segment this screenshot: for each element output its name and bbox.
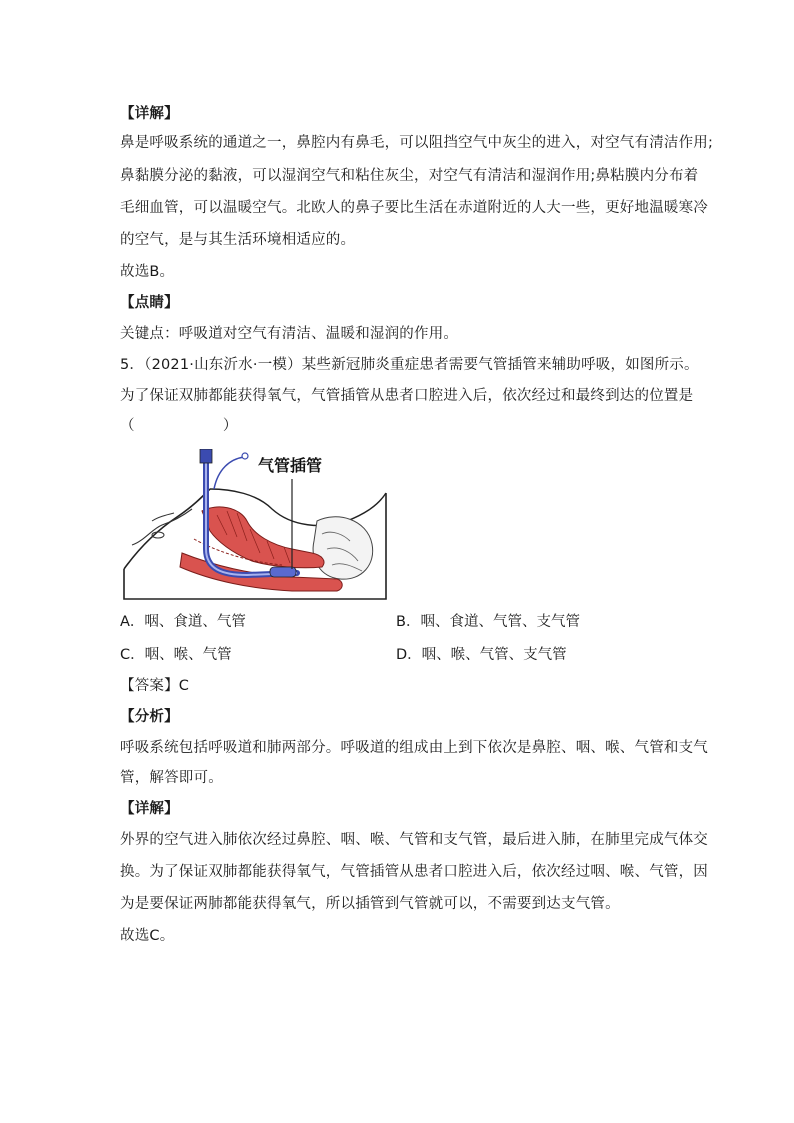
option-c: C．咽、喉、气管 (120, 647, 232, 663)
choice-1: 故选B。 (120, 264, 175, 280)
answer: 【答案】C (120, 678, 190, 694)
detail1-line-1: 鼻是呼吸系统的通道之一，鼻腔内有鼻毛，可以阻挡空气中灰尘的进入，对空气有清洁作用; (120, 135, 714, 151)
analysis-line-2: 管，解答即可。 (120, 770, 223, 786)
figure-label: 气管插管 (258, 456, 323, 475)
point-heading: 【点睛】 (120, 295, 179, 311)
intubation-figure (122, 449, 388, 601)
option-b: B．咽、食道、气管、支气管 (396, 614, 580, 630)
detail1-line-3: 毛细血管，可以温暖空气。北欧人的鼻子要比生活在赤道附近的人大一些，更好地温暖寒冷 (120, 200, 708, 216)
detail2-line-1: 外界的空气进入肺依次经过鼻腔、咽、喉、气管和支气管，最后进入肺，在肺里完成气体交 (120, 832, 708, 848)
detail1-heading: 【详解】 (120, 106, 179, 122)
detail1-line-2: 鼻黏膜分泌的黏液，可以湿润空气和粘住灰尘，对空气有清洁和湿润作用;鼻粘膜内分布着 (120, 168, 699, 184)
option-d: D．咽、喉、气管、支气管 (396, 647, 567, 663)
detail2-line-3: 为是要保证两肺都能获得氧气，所以插管到气管就可以，不需要到达支气管。 (120, 896, 620, 912)
question-line-1: 5．（2021·山东沂水·一模）某些新冠肺炎重症患者需要气管插管来辅助呼吸，如图所示。 (120, 357, 699, 373)
detail2-heading: 【详解】 (120, 801, 179, 817)
question-line-3: （ ） (120, 418, 238, 434)
detail1-line-4: 的空气，是与其生活环境相适应的。 (120, 232, 356, 248)
choice-2: 故选C。 (120, 928, 175, 944)
point-text: 关键点：呼吸道对空气有清洁、温暖和湿润的作用。 (120, 326, 459, 342)
analysis-line-1: 呼吸系统包括呼吸道和肺两部分。呼吸道的组成由上到下依次是鼻腔、咽、喉、气管和支气 (120, 740, 708, 756)
question-line-2: 为了保证双肺都能获得氧气，气管插管从患者口腔进入后，依次经过和最终到达的位置是 (120, 388, 694, 404)
option-a: A．咽、食道、气管 (120, 614, 246, 630)
analysis-heading: 【分析】 (120, 709, 179, 725)
detail2-line-2: 换。为了保证双肺都能获得氧气，气管插管从患者口腔进入后，依次经过咽、喉、气管，因 (120, 864, 708, 880)
